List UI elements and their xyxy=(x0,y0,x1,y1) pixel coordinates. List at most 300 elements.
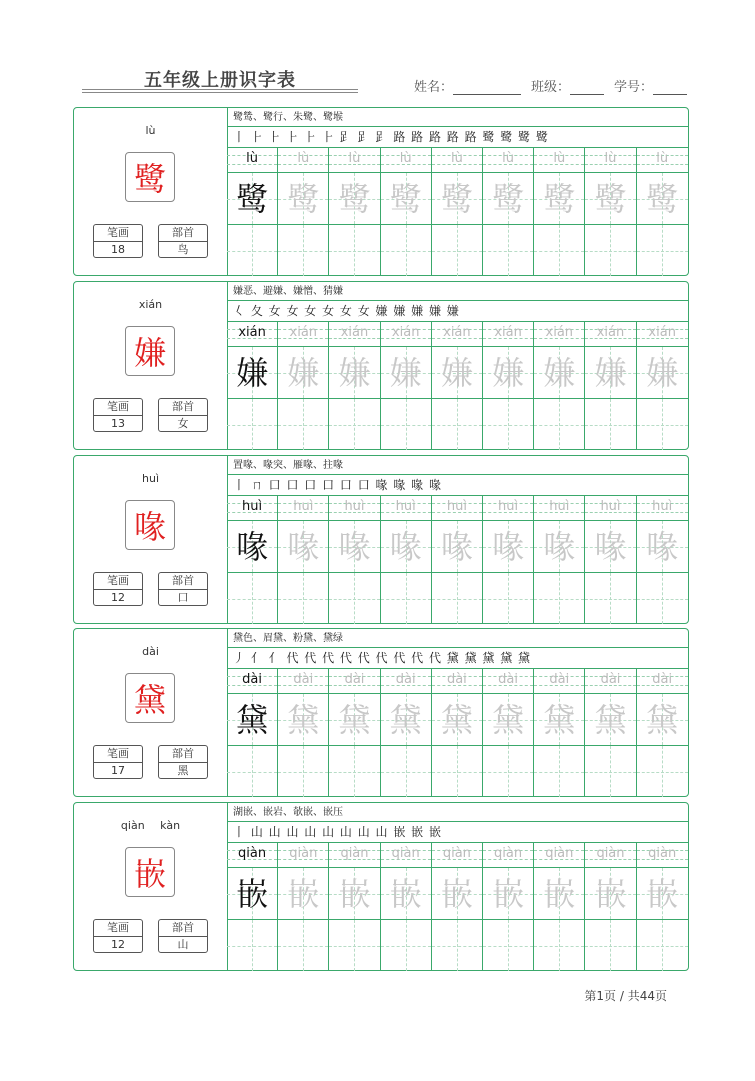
tracing-char: 嫌 xyxy=(440,354,473,392)
pinyin-guide: huì xyxy=(498,499,519,514)
pinyin-guide: qiàn xyxy=(289,846,318,861)
pinyin-cell[interactable] xyxy=(432,148,483,173)
tracing-cell[interactable] xyxy=(381,173,432,225)
tracing-cell[interactable] xyxy=(381,521,432,573)
pinyin-guide: qiàn xyxy=(545,846,574,861)
tracing-char: 喙 xyxy=(646,528,679,566)
blank-writing-cell[interactable] xyxy=(483,746,534,797)
pinyin-guide: lù xyxy=(656,151,669,166)
stroke-count-box xyxy=(93,398,143,432)
blank-writing-cell[interactable] xyxy=(637,920,688,971)
tracing-char: 嵌 xyxy=(646,875,679,913)
pinyin-cell[interactable] xyxy=(381,669,432,694)
char-pinyin: huì xyxy=(142,472,159,485)
tracing-cell[interactable] xyxy=(637,694,688,746)
blank-writing-cell[interactable] xyxy=(278,920,329,971)
pinyin-cell[interactable] xyxy=(637,148,688,173)
blank-writing-cell[interactable] xyxy=(585,920,636,971)
pinyin-cell[interactable] xyxy=(432,669,483,694)
stroke-count-box xyxy=(93,572,143,606)
tracing-cell[interactable] xyxy=(585,694,636,746)
radical-value: 黑 xyxy=(177,764,189,777)
pinyin-guide: dài xyxy=(344,672,365,687)
pinyin-cell[interactable] xyxy=(278,669,329,694)
number-label: 学号： xyxy=(614,80,654,95)
practice-card xyxy=(73,455,689,624)
tracing-char: 鹭 xyxy=(594,180,627,218)
pinyin-guide: qiàn xyxy=(494,846,523,861)
practice-panel xyxy=(227,456,688,623)
pinyin-guide: huì xyxy=(242,499,263,514)
pinyin-cell[interactable] xyxy=(483,843,534,868)
pinyin-guide: lù xyxy=(246,151,259,166)
radical-value: 山 xyxy=(177,938,189,951)
pinyin-cell[interactable] xyxy=(585,148,636,173)
blank-writing-cell[interactable] xyxy=(278,573,329,624)
tracing-char: 喙 xyxy=(440,528,473,566)
example-words: 黛色、眉黛、粉黛、黛绿 xyxy=(227,629,688,648)
pinyin-cell[interactable] xyxy=(278,843,329,868)
tracing-cell[interactable] xyxy=(329,694,380,746)
tracing-char: 喙 xyxy=(543,528,576,566)
radical-label: 部首 xyxy=(159,399,207,416)
pinyin-cell[interactable] xyxy=(585,843,636,868)
tracing-cell[interactable] xyxy=(483,521,534,573)
pinyin-cell[interactable] xyxy=(329,148,380,173)
blank-writing-cell[interactable] xyxy=(483,920,534,971)
tracing-cell[interactable] xyxy=(483,347,534,399)
name-label: 姓名： xyxy=(414,80,454,95)
tracing-char: 黛 xyxy=(543,701,576,739)
char-pinyin: qiàn kàn xyxy=(120,819,181,832)
tracing-char: 嵌 xyxy=(287,875,320,913)
tracing-cell[interactable] xyxy=(585,173,636,225)
stroke-order-row: 丨 ⺊ ⺊ ⺊ ⺊ ⺊ 𧾷 𧾷 𧾷 路 路 路 路 路 鹭 鹭 鹭 鹭 xyxy=(227,127,688,148)
tracing-char: 黛 xyxy=(338,701,371,739)
pinyin-guide: qiàn xyxy=(238,846,267,861)
pinyin-cell[interactable] xyxy=(432,322,483,347)
pinyin-cell[interactable] xyxy=(637,496,688,521)
tracing-char: 黛 xyxy=(646,701,679,739)
tracing-char: 黛 xyxy=(594,701,627,739)
tracing-cell[interactable] xyxy=(227,521,278,573)
blank-writing-cell[interactable] xyxy=(381,746,432,797)
pinyin-cell[interactable] xyxy=(534,148,585,173)
blank-writing-cell[interactable] xyxy=(585,573,636,624)
tracing-char: 黛 xyxy=(389,701,422,739)
pinyin-guide: dài xyxy=(242,672,263,687)
pinyin-cell[interactable] xyxy=(278,496,329,521)
pinyin-guide: dài xyxy=(446,672,467,687)
stroke-order-row: 丿 亻 亻 代 代 代 代 代 代 代 代 代 黛 黛 黛 黛 黛 xyxy=(227,648,688,669)
pinyin-guide: xián xyxy=(596,325,625,340)
tracing-cell[interactable] xyxy=(534,521,585,573)
char-info-panel xyxy=(74,282,228,449)
pinyin-cell[interactable] xyxy=(585,322,636,347)
tracing-cell[interactable] xyxy=(227,694,278,746)
tracing-cell[interactable] xyxy=(278,521,329,573)
pinyin-guide: lù xyxy=(604,151,617,166)
page-title: 五年级上册识字表 xyxy=(144,70,296,91)
tracing-char: 鹭 xyxy=(338,180,371,218)
blank-writing-cell[interactable] xyxy=(278,225,329,276)
stroke-order-row: 丨 山 山 山 山 山 山 山 山 嵌 嵌 嵌 xyxy=(227,822,688,843)
pinyin-guide: qiàn xyxy=(391,846,420,861)
blank-writing-cell[interactable] xyxy=(329,573,380,624)
class-field[interactable] xyxy=(531,76,604,95)
char-display: 嫌 xyxy=(125,326,175,376)
blank-writing-cell[interactable] xyxy=(227,573,278,624)
tracing-char: 嵌 xyxy=(236,875,269,913)
example-words: 鹭鸶、鹭行、朱鹭、鹭堠 xyxy=(227,108,688,127)
tracing-cell[interactable] xyxy=(329,521,380,573)
title-underline-2 xyxy=(82,92,358,93)
char-display: 黛 xyxy=(125,673,175,723)
stroke-order-row: 丨 ㄇ 口 口 口 口 口 口 喙 喙 喙 喙 xyxy=(227,475,688,496)
tracing-char: 嫌 xyxy=(389,354,422,392)
radical-box xyxy=(158,745,208,779)
blank-writing-cell[interactable] xyxy=(432,746,483,797)
tracing-char: 嵌 xyxy=(389,875,422,913)
stroke-count-value: 12 xyxy=(111,938,125,951)
tracing-cell[interactable] xyxy=(381,694,432,746)
radical-label: 部首 xyxy=(159,746,207,763)
page-indicator: 第1页 / 共44页 xyxy=(584,989,667,1003)
tracing-cell[interactable] xyxy=(637,347,688,399)
pinyin-guide: huì xyxy=(293,499,314,514)
practice-card xyxy=(73,107,689,276)
pinyin-cell[interactable] xyxy=(381,322,432,347)
blank-writing-cell[interactable] xyxy=(534,920,585,971)
tracing-char: 鹭 xyxy=(287,180,320,218)
tracing-cell[interactable] xyxy=(432,173,483,225)
pinyin-guide: dài xyxy=(652,672,673,687)
pinyin-guide: xián xyxy=(494,325,522,340)
blank-writing-cell[interactable] xyxy=(585,399,636,450)
pinyin-guide: huì xyxy=(446,499,467,514)
stroke-count-value: 18 xyxy=(111,243,125,256)
tracing-cell[interactable] xyxy=(278,347,329,399)
tracing-cell[interactable] xyxy=(329,347,380,399)
practice-panel xyxy=(227,629,688,796)
blank-writing-cell[interactable] xyxy=(483,225,534,276)
pinyin-cell[interactable] xyxy=(432,843,483,868)
radical-label: 部首 xyxy=(159,573,207,590)
pinyin-cell[interactable] xyxy=(637,322,688,347)
radical-box xyxy=(158,919,208,953)
pinyin-cell[interactable] xyxy=(483,496,534,521)
pinyin-cell[interactable] xyxy=(278,322,329,347)
title-underline-1 xyxy=(82,89,358,90)
tracing-cell[interactable] xyxy=(534,173,585,225)
tracing-char: 嫌 xyxy=(594,354,627,392)
stroke-count-box xyxy=(93,224,143,258)
tracing-char: 嵌 xyxy=(543,875,576,913)
pinyin-guide: huì xyxy=(344,499,365,514)
pinyin-cell[interactable] xyxy=(432,496,483,521)
pinyin-guide: xián xyxy=(340,325,369,340)
pinyin-guide: lù xyxy=(297,151,310,166)
tracing-cell[interactable] xyxy=(483,868,534,920)
blank-writing-cell[interactable] xyxy=(585,746,636,797)
char-display: 鹭 xyxy=(125,152,175,202)
pinyin-cell[interactable] xyxy=(534,496,585,521)
tracing-cell[interactable] xyxy=(432,868,483,920)
stroke-order-row: 𡿨 夂 女 女 女 女 女 女 嫌 嫌 嫌 嫌 嫌 xyxy=(227,301,688,322)
blank-writing-cell[interactable] xyxy=(432,920,483,971)
tracing-char: 鹭 xyxy=(492,180,525,218)
tracing-char: 嵌 xyxy=(492,875,525,913)
pinyin-guide: huì xyxy=(395,499,416,514)
pinyin-guide: dài xyxy=(600,672,621,687)
tracing-char: 鹭 xyxy=(646,180,679,218)
tracing-cell[interactable] xyxy=(534,694,585,746)
radical-value: 口 xyxy=(177,591,189,604)
pinyin-cell[interactable] xyxy=(585,496,636,521)
blank-writing-cell[interactable] xyxy=(227,746,278,797)
pinyin-cell[interactable] xyxy=(534,843,585,868)
writing-grid xyxy=(227,148,688,276)
pinyin-cell[interactable] xyxy=(278,148,329,173)
char-display: 喙 xyxy=(125,500,175,550)
tracing-char: 嫌 xyxy=(492,354,525,392)
practice-panel xyxy=(227,803,688,970)
pinyin-guide: lù xyxy=(348,151,361,166)
name-field[interactable] xyxy=(414,76,521,95)
pinyin-cell[interactable] xyxy=(227,669,278,694)
writing-grid xyxy=(227,669,688,797)
tracing-cell[interactable] xyxy=(483,173,534,225)
pinyin-cell[interactable] xyxy=(381,496,432,521)
pinyin-cell[interactable] xyxy=(585,669,636,694)
stroke-count-box xyxy=(93,745,143,779)
pinyin-guide: huì xyxy=(600,499,621,514)
pinyin-guide: lù xyxy=(502,151,515,166)
blank-writing-cell[interactable] xyxy=(329,399,380,450)
tracing-cell[interactable] xyxy=(534,868,585,920)
blank-writing-cell[interactable] xyxy=(534,746,585,797)
tracing-char: 嫌 xyxy=(338,354,371,392)
blank-writing-cell[interactable] xyxy=(329,746,380,797)
blank-writing-cell[interactable] xyxy=(227,225,278,276)
pinyin-cell[interactable] xyxy=(227,322,278,347)
blank-writing-cell[interactable] xyxy=(278,399,329,450)
blank-writing-cell[interactable] xyxy=(432,225,483,276)
pinyin-cell[interactable] xyxy=(329,843,380,868)
tracing-cell[interactable] xyxy=(278,173,329,225)
pinyin-cell[interactable] xyxy=(534,669,585,694)
pinyin-guide: lù xyxy=(553,151,566,166)
practice-panel xyxy=(227,108,688,275)
pinyin-cell[interactable] xyxy=(381,843,432,868)
radical-label: 部首 xyxy=(159,225,207,242)
pinyin-cell[interactable] xyxy=(329,322,380,347)
stroke-count-box xyxy=(93,919,143,953)
blank-writing-cell[interactable] xyxy=(381,399,432,450)
radical-box xyxy=(158,398,208,432)
tracing-char: 嫌 xyxy=(543,354,576,392)
tracing-char: 嵌 xyxy=(440,875,473,913)
blank-writing-cell[interactable] xyxy=(637,573,688,624)
example-words: 湖嵌、嵌岩、欹嵌、嵌压 xyxy=(227,803,688,822)
char-info-panel xyxy=(74,803,228,970)
stroke-count-label: 笔画 xyxy=(94,573,142,590)
stroke-count-label: 笔画 xyxy=(94,746,142,763)
char-info-panel xyxy=(74,629,228,796)
stroke-count-value: 17 xyxy=(111,764,125,777)
tracing-char: 黛 xyxy=(440,701,473,739)
tracing-cell[interactable] xyxy=(432,521,483,573)
pinyin-guide: xián xyxy=(391,325,420,340)
pinyin-guide: xián xyxy=(289,325,318,340)
tracing-cell[interactable] xyxy=(278,868,329,920)
char-pinyin: lù xyxy=(145,124,156,137)
tracing-cell[interactable] xyxy=(381,347,432,399)
tracing-char: 喙 xyxy=(338,528,371,566)
radical-box xyxy=(158,224,208,258)
pinyin-guide: qiàn xyxy=(442,846,471,861)
blank-writing-cell[interactable] xyxy=(483,573,534,624)
pinyin-guide: dài xyxy=(395,672,416,687)
number-field[interactable] xyxy=(614,76,687,95)
class-label: 班级： xyxy=(531,80,571,95)
tracing-cell[interactable] xyxy=(534,347,585,399)
blank-writing-cell[interactable] xyxy=(534,225,585,276)
tracing-cell[interactable] xyxy=(329,173,380,225)
radical-label: 部首 xyxy=(159,920,207,937)
tracing-char: 鹭 xyxy=(389,180,422,218)
char-pinyin: dài xyxy=(142,645,159,658)
tracing-char: 嫌 xyxy=(287,354,320,392)
pinyin-cell[interactable] xyxy=(534,322,585,347)
pinyin-cell[interactable] xyxy=(227,496,278,521)
blank-writing-cell[interactable] xyxy=(278,746,329,797)
tracing-char: 喙 xyxy=(287,528,320,566)
char-display: 嵌 xyxy=(125,847,175,897)
radical-value: 女 xyxy=(177,417,189,430)
writing-grid xyxy=(227,496,688,624)
tracing-char: 鹭 xyxy=(543,180,576,218)
tracing-cell[interactable] xyxy=(432,694,483,746)
pinyin-cell[interactable] xyxy=(329,496,380,521)
pinyin-cell[interactable] xyxy=(637,843,688,868)
stroke-count-label: 笔画 xyxy=(94,399,142,416)
blank-writing-cell[interactable] xyxy=(329,920,380,971)
blank-writing-cell[interactable] xyxy=(227,399,278,450)
tracing-char: 鹭 xyxy=(236,180,269,218)
blank-writing-cell[interactable] xyxy=(483,399,534,450)
tracing-cell[interactable] xyxy=(637,868,688,920)
pinyin-cell[interactable] xyxy=(483,322,534,347)
tracing-cell[interactable] xyxy=(432,347,483,399)
example-words: 嫌恶、避嫌、嫌憎、猜嫌 xyxy=(227,282,688,301)
tracing-cell[interactable] xyxy=(227,173,278,225)
pinyin-cell[interactable] xyxy=(329,669,380,694)
char-info-panel xyxy=(74,108,228,275)
pinyin-cell[interactable] xyxy=(637,669,688,694)
blank-writing-cell[interactable] xyxy=(432,573,483,624)
stroke-count-value: 12 xyxy=(111,591,125,604)
tracing-char: 鹭 xyxy=(440,180,473,218)
blank-writing-cell[interactable] xyxy=(637,225,688,276)
blank-writing-cell[interactable] xyxy=(329,225,380,276)
pinyin-cell[interactable] xyxy=(227,843,278,868)
tracing-cell[interactable] xyxy=(637,173,688,225)
tracing-char: 黛 xyxy=(492,701,525,739)
pinyin-cell[interactable] xyxy=(483,669,534,694)
tracing-cell[interactable] xyxy=(278,694,329,746)
pinyin-guide: dài xyxy=(549,672,570,687)
pinyin-guide: qiàn xyxy=(340,846,369,861)
blank-writing-cell[interactable] xyxy=(637,746,688,797)
pinyin-guide: xián xyxy=(648,325,676,340)
tracing-cell[interactable] xyxy=(585,868,636,920)
tracing-char: 喙 xyxy=(389,528,422,566)
pinyin-cell[interactable] xyxy=(227,148,278,173)
practice-card xyxy=(73,281,689,450)
tracing-cell[interactable] xyxy=(227,868,278,920)
tracing-cell[interactable] xyxy=(227,347,278,399)
tracing-cell[interactable] xyxy=(483,694,534,746)
tracing-char: 喙 xyxy=(492,528,525,566)
pinyin-guide: huì xyxy=(652,499,673,514)
blank-writing-cell[interactable] xyxy=(381,225,432,276)
blank-writing-cell[interactable] xyxy=(227,920,278,971)
pinyin-guide: qiàn xyxy=(596,846,625,861)
tracing-char: 嵌 xyxy=(338,875,371,913)
pinyin-guide: huì xyxy=(549,499,570,514)
writing-grid xyxy=(227,322,688,450)
radical-value: 鸟 xyxy=(177,243,189,256)
tracing-char: 黛 xyxy=(287,701,320,739)
char-pinyin: xián xyxy=(138,298,163,311)
tracing-cell[interactable] xyxy=(637,521,688,573)
pinyin-guide: lù xyxy=(450,151,463,166)
pinyin-guide: xián xyxy=(443,325,471,340)
blank-writing-cell[interactable] xyxy=(381,573,432,624)
writing-grid xyxy=(227,843,688,971)
practice-card xyxy=(73,802,689,971)
practice-card xyxy=(73,628,689,797)
pinyin-guide: xián xyxy=(545,325,574,340)
tracing-char: 黛 xyxy=(236,701,269,739)
char-info-panel xyxy=(74,456,228,623)
pinyin-cell[interactable] xyxy=(483,148,534,173)
tracing-cell[interactable] xyxy=(381,868,432,920)
tracing-cell[interactable] xyxy=(585,347,636,399)
tracing-char: 嫌 xyxy=(646,354,679,392)
pinyin-guide: lù xyxy=(399,151,412,166)
blank-writing-cell[interactable] xyxy=(585,225,636,276)
example-words: 置喙、喙突、雁喙、拄喙 xyxy=(227,456,688,475)
tracing-cell[interactable] xyxy=(585,521,636,573)
tracing-char: 嫌 xyxy=(236,354,269,392)
tracing-char: 喙 xyxy=(236,528,269,566)
tracing-char: 喙 xyxy=(594,528,627,566)
pinyin-guide: dài xyxy=(293,672,314,687)
stroke-count-label: 笔画 xyxy=(94,920,142,937)
pinyin-cell[interactable] xyxy=(381,148,432,173)
blank-writing-cell[interactable] xyxy=(381,920,432,971)
blank-writing-cell[interactable] xyxy=(432,399,483,450)
blank-writing-cell[interactable] xyxy=(637,399,688,450)
pinyin-guide: xián xyxy=(238,325,266,340)
radical-box xyxy=(158,572,208,606)
pinyin-guide: dài xyxy=(498,672,519,687)
blank-writing-cell[interactable] xyxy=(534,399,585,450)
blank-writing-cell[interactable] xyxy=(534,573,585,624)
tracing-cell[interactable] xyxy=(329,868,380,920)
